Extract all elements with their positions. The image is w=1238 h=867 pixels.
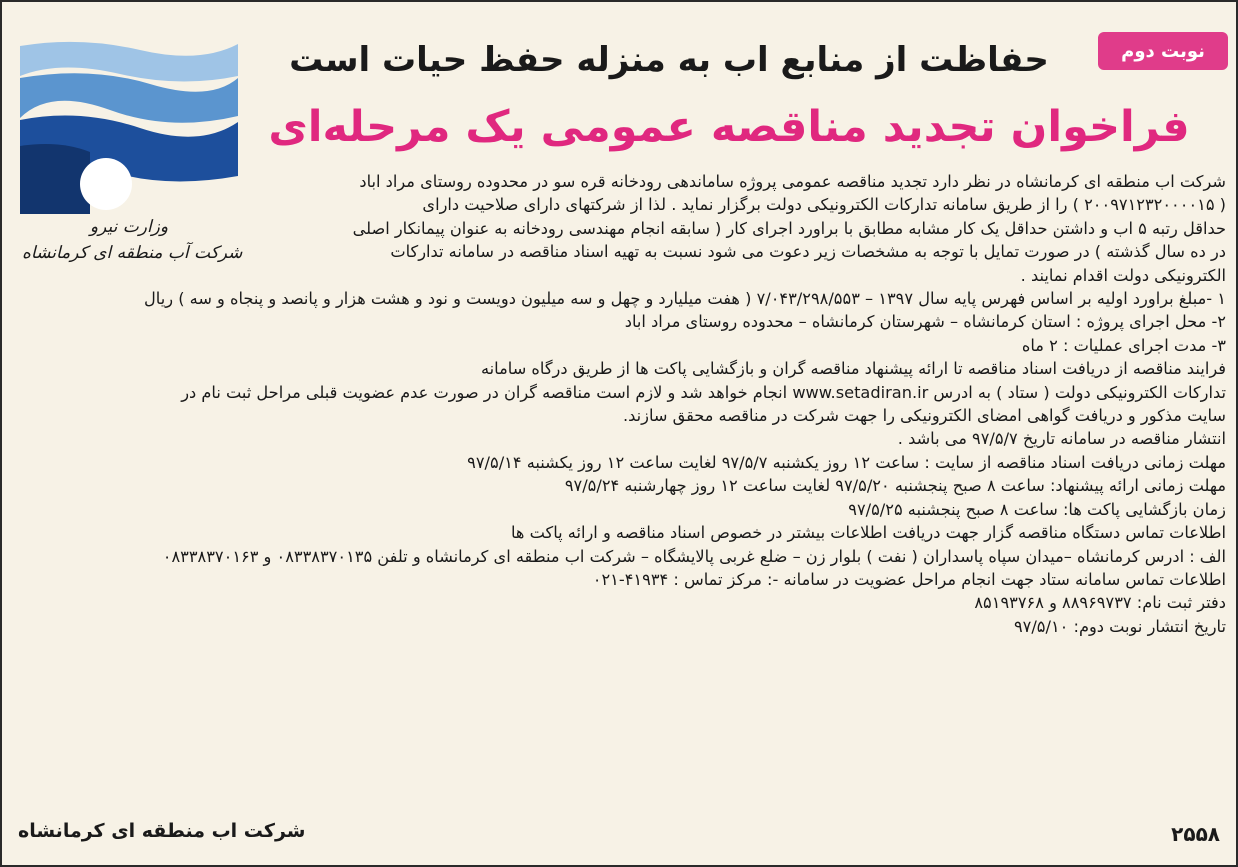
body-line: فرایند مناقصه از دریافت اسناد مناقصه تا ارائه پیشنهاد مناقصه گران و بازگشایی پاکت ها از طریق درگاه سامانه [481,359,1226,379]
body-line: ۲- محل اجرای پروژه : استان کرمانشاه – شهرستان کرمانشاه – محدوده روستای مراد اباد [624,312,1226,332]
body-line: الف : ادرس کرمانشاه –میدان سپاه پاسداران ( نفت ) بلوار زن – ضلع غربی پالایشگاه – شرکت اب منطقه ای کرمانشاه و تلفن ۰۸۳۳۸۳۷۰۱۳۵ و ۰۸۳۳۸۳۷۰۱۶۳ [162,546,1226,566]
body-line: زمان بازگشایی پاکت ها: ساعت ۸ صبح پنجشنبه ۹۷/۵/۲۵ [848,499,1226,519]
body-line: دفتر ثبت نام: ۸۸۹۶۹۷۳۷ و ۸۵۱۹۳۷۶۸ [974,593,1226,613]
footer-company: شرکت اب منطقه ای کرمانشاه [18,820,306,842]
body-line: اطلاعات تماس سامانه ستاد جهت انجام مراحل عضویت در سامانه -: مرکز تماس : ۴۱۹۳۴-۰۲۱ [592,569,1226,589]
body-line: شرکت اب منطقه ای کرمانشاه در نظر دارد تجدید مناقصه عمومی پروژه ساماندهی رودخانه قره سو در محدوده روستای مراد اباد [359,172,1226,191]
notice-body [16,170,1226,638]
body-line: مهلت زمانی ارائه پیشنهاد: ساعت ۸ صبح پنجشنبه ۹۷/۵/۲۰ لغایت ساعت ۱۲ روز چهارشنبه ۹۷/۵/۲۴ [564,476,1226,496]
company-name-signature: شرکت آب منطقه ای کرمانشاه [22,243,243,263]
footer-code: ۲۵۵۸ [1171,822,1220,846]
body-line: ۳- مدت اجرای عملیات : ۲ ماه [1021,335,1226,355]
body-line: انتشار مناقصه در سامانه تاریخ ۹۷/۵/۷ می باشد . [897,429,1226,449]
body-line: ( ۲۰۰۹۷۱۲۳۲۰۰۰۰۱۵ ) را از طریق سامانه تدارکات الکترونیکی دولت برگزار نماید . لذا از شرکتهای دارای صلاحیت دارای [422,195,1226,215]
body-line-url: تدارکات الکترونیکی دولت ( ستاد ) به ادرس www.setadiran.ir انجام خواهد شد و لازم است مناقصه گران در صورت عدم عضویت قبلی مراحل ثبت نام در [181,382,1226,402]
body-line: مهلت زمانی دریافت اسناد مناقصه از سایت : ساعت ۱۲ روز یکشنبه ۹۷/۵/۷ لغایت ساعت ۱۲ روز یکشنبه ۹۷/۵/۱۴ [467,452,1226,472]
page-title: حفاظت از منابع اب به منزله حفظ حیات است [289,40,1049,80]
body-line: اطلاعات تماس دستگاه مناقصه گزار جهت دریافت اطلاعات بیشتر در خصوص اسناد مناقصه و ارائه پاکت ها [511,523,1226,543]
body-line: الکترونیکی دولت اقدام نمایند . [1020,265,1226,285]
body-line: حداقل رتبه ۵ اب و داشتن حداقل یک کار مشابه مطابق با براورد اجرای کار ( سابقه انجام مهندسی رودخانه به عنوان پیمانکار اصلی [352,218,1226,238]
body-line: ۱ -مبلغ براورد اولیه بر اساس فهرس پایه سال ۱۳۹۷ – ۷/۰۴۳/۲۹۸/۵۵۳ ( هفت میلیارد و چهل و سه میلیون دویست و نود و هشت هزار و پانصد و پنجاه و سه ) ریال [144,289,1226,309]
body-line: در ده سال گذشته ) در صورت تمایل با توجه به مشخصات زیر دعوت می شود نسبت به تهیه اسناد مناقصه در سامانه تدارکات [390,242,1226,262]
body-line: سایت مذکور و دریافت گواهی امضای الکترونیکی را جهت شرکت در مناقصه محقق سازند. [623,406,1226,426]
body-line: تاریخ انتشار نوبت دوم: ۹۷/۵/۱۰ [1013,616,1226,636]
second-round-badge: نوبت دوم [1098,32,1228,70]
tender-heading: فراخوان تجدید مناقصه عمومی یک مرحله‌ای [268,102,1190,152]
ministry-name: وزارت نیرو [89,217,169,237]
